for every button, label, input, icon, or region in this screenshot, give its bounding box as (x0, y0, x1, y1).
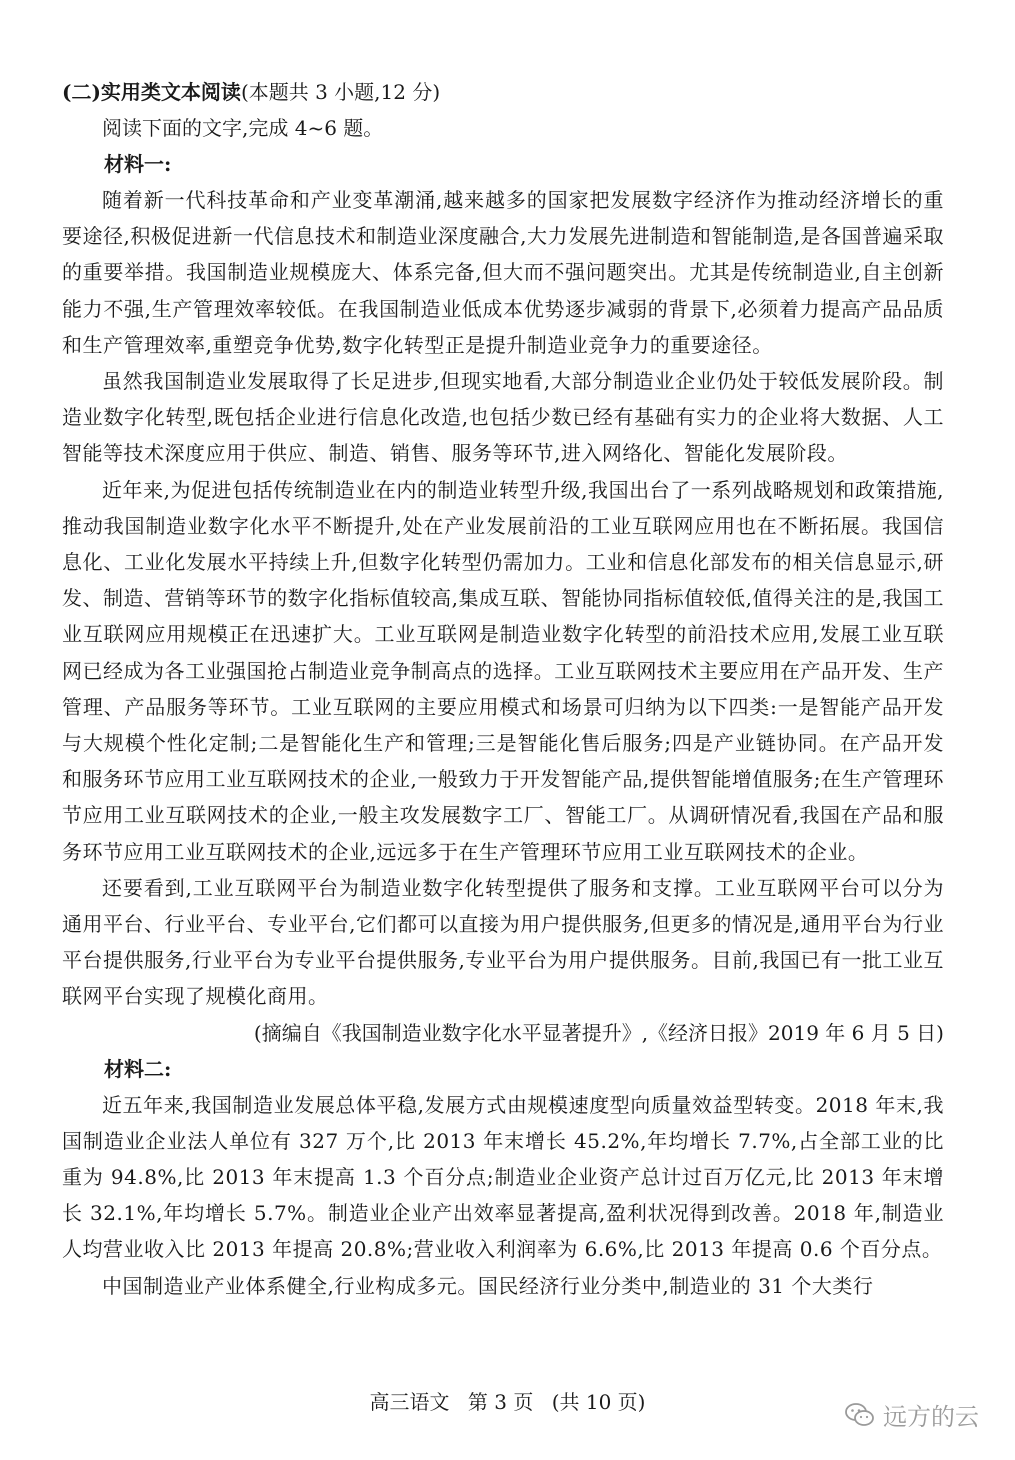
instruction: 阅读下面的文字,完成 4~6 题。 (102, 116, 384, 140)
footer-page: 第 3 页 (467, 1390, 534, 1414)
watermark-text: 远方的云 (883, 1403, 979, 1431)
material2-paragraph-2: 中国制造业产业体系健全,行业构成多元。国民经济行业分类中,制造业的 31 个大类行 (102, 1273, 874, 1298)
material1-paragraph-3: 近年来,为促进包括传统制造业在内的制造业转型升级,我国出台了一系列战略规划和政策措施,推动我国制造业数字化水平不断提升,处在产业发展前沿的工业互联网应用也在不断拓展。我国信息化、工业化发展水平持续上升,但数字化转型仍需加力。工业和信息化部发布的相关信息显示,研发、制造、营销等环节的数字化指标值较高,集成互联、智能协同指标值较低,值得关注的是,我国工业互联网应用规模正在迅速扩大。工业互联网是制造业数字化转型的前沿技术应用,发展工业互联网已经成为各工业强国抢占制造业竞争制高点的选择。工业互联网技术主要应用在产品开发、生产管理、产品服务等环节。工业互联网的主要应用模式和场景可归纳为以下四类:一是智能产品开发与大规模个性化定制;二是智能化生产和管理;三是智能化售后服务;四是产业链协同。在产品开发和服务环节应用工业互联网技术的企业,一般致力于开发智能产品,提供智能增值服务;在生产管理环节应用工业互联网技术的企业,一般主攻发展数字工厂、智能工厂。从调研情况看,我国在产品和服务环节应用工业互联网技术的企业,远远多于在生产管理环节应用工业互联网技术的企业。 (62, 477, 944, 864)
material2-label: 材料二: (104, 1056, 172, 1081)
section-title-bold: (二)实用类文本阅读 (62, 80, 241, 104)
material1-source: (摘编自《我国制造业数字化水平显著提升》,《经济日报》2019 年 6 月 5 日) (253, 1020, 944, 1045)
material1-paragraph-1: 随着新一代科技革命和产业变革潮涌,越来越多的国家把发展数字经济作为推动经济增长的重要途径,积极促进新一代信息技术和制造业深度融合,大力发展先进制造和智能制造,是各国普遍采取的重要举措。我国制造业规模庞大、体系完备,但大而不强问题突出。尤其是传统制造业,自主创新能力不强,生产管理效率较低。在我国制造业低成本优势逐步减弱的背景下,必须着力提高产品品质和生产管理效率,重塑竞争优势,数字化转型正是提升制造业竞争力的重要途径。 (62, 188, 944, 357)
footer-subject: 高三语文 (369, 1390, 450, 1414)
material1-paragraph-2: 虽然我国制造业发展取得了长足进步,但现实地看,大部分制造业企业仍处于较低发展阶段。制造业数字化转型,既包括企业进行信息化改造,也包括少数已经有基础有实力的企业将大数据、人工智能等技术深度应用于供应、制造、销售、服务等环节,进入网络化、智能化发展阶段。 (62, 369, 944, 466)
material1-label: 材料一: (104, 152, 172, 176)
section-title-rest: (本题共 3 小题,12 分) (240, 80, 441, 104)
material2-paragraph-1: 近五年来,我国制造业发展总体平稳,发展方式由规模速度型向质量效益型转变。2018 年末,我国制造业企业法人单位有 327 万个,比 2013 年末增长 45.2%,年均增长 7.7%,占全部工业的比重为 94.8%,比 2013 年末提高 1.3 个百分点;制造业企业资产总计过百万亿元,比 2013 年末增长 32.1%,年均增长 5.7%。制造业企业产出效率显著提高,盈利状况得到改善。2018 年,制造业人均营业收入比 2013 年提高 20.8%;营业收入利润率为 6.6%,比 2013 年提高 0.6 个百分点。 (62, 1092, 944, 1262)
section-title (62, 74, 944, 110)
material1-paragraph-4: 还要看到,工业互联网平台为制造业数字化转型提供了服务和支撑。工业互联网平台可以分为通用平台、行业平台、专业平台,它们都可以直接为用户提供服务,但更多的情况是,通用平台为行业平台提供服务,行业平台为专业平台提供服务,专业平台为用户提供服务。目前,我国已有一批工业互联网平台实现了规模化商用。 (62, 875, 944, 1009)
document-page (62, 74, 944, 1304)
footer-total: (共 10 页) (551, 1390, 646, 1414)
watermark (845, 1397, 979, 1432)
wechat-icon (845, 1402, 875, 1428)
